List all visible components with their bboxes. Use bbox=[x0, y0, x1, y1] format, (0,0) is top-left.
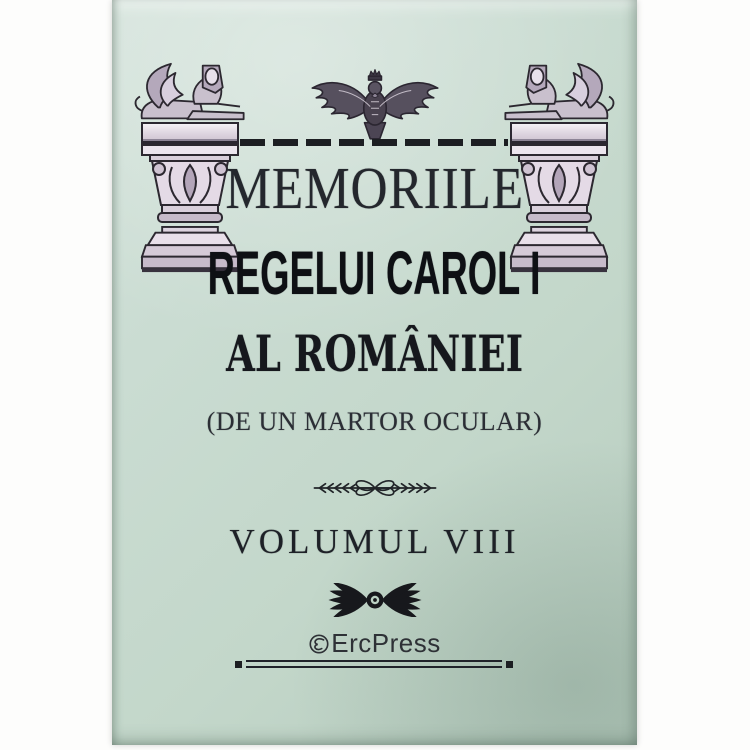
dashed-top-rule bbox=[240, 139, 508, 146]
publisher-line bbox=[112, 628, 637, 659]
title-line-3-text: AL ROMÂNIEI bbox=[226, 324, 523, 383]
laurel-divider-icon bbox=[311, 474, 439, 502]
subtitle: (DE UN MARTOR OCULAR) bbox=[206, 407, 543, 436]
title-line-1 bbox=[112, 156, 637, 220]
column-plinth-left bbox=[141, 122, 239, 144]
publisher-name: ErcPress bbox=[331, 628, 441, 658]
double-bottom-rule bbox=[246, 660, 502, 668]
title-line-3 bbox=[112, 326, 637, 382]
title-line-1-text: MEMORIILE bbox=[225, 155, 524, 221]
title-line-2-text: REGELUI CAROL I bbox=[208, 238, 541, 308]
book-cover bbox=[112, 0, 637, 745]
ercpress-logo-icon bbox=[308, 633, 330, 655]
title-line-2 bbox=[112, 240, 637, 306]
column-plinth-right bbox=[510, 122, 608, 144]
sphinx-right-icon bbox=[495, 62, 623, 122]
volume-label: VOLUMUL VIII bbox=[229, 522, 520, 561]
sphinx-left-icon bbox=[126, 62, 254, 122]
eagle-crest-icon bbox=[300, 68, 450, 142]
rosette-ornament-icon bbox=[320, 583, 430, 617]
